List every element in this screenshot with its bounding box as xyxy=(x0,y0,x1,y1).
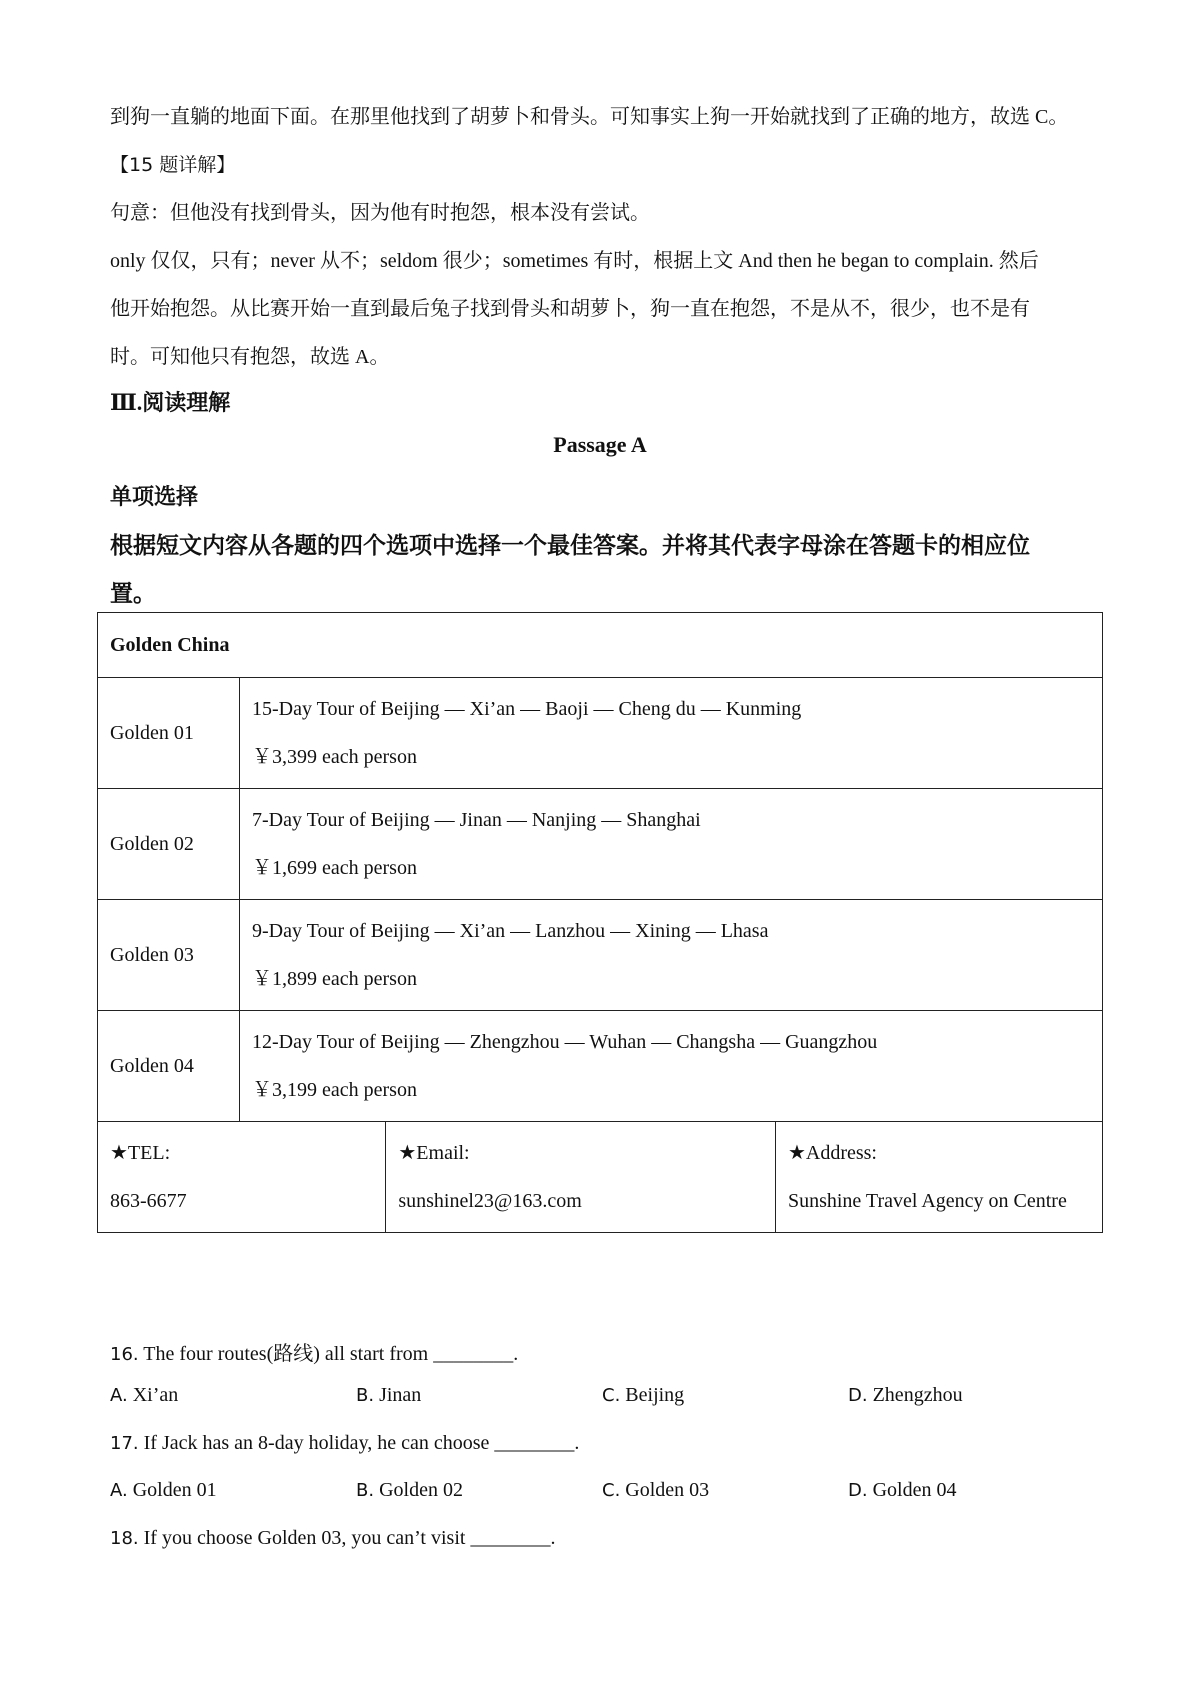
tour-price: ￥3,399 each person xyxy=(252,746,417,768)
tour-price: ￥3,199 each person xyxy=(252,1079,417,1101)
option-letter: D. xyxy=(848,1480,868,1501)
tour-code: Golden 02 xyxy=(98,789,240,900)
question-17 xyxy=(110,1432,579,1455)
option-letter: A. xyxy=(110,1385,128,1406)
tour-route: 12-Day Tour of Beijing — Zhengzhou — Wuhan — Changsha — Guangzhou xyxy=(252,1031,878,1053)
passage-title: Passage A xyxy=(553,432,647,457)
option-letter: D. xyxy=(848,1385,868,1406)
tour-code: Golden 04 xyxy=(98,1011,240,1122)
tour-detail xyxy=(240,789,1103,900)
instruction-line-1: 根据短文内容从各题的四个选项中选择一个最佳答案。并将其代表字母涂在答题卡的相应位 xyxy=(110,533,1030,558)
tour-price: ￥1,899 each person xyxy=(252,968,417,990)
table-header-row xyxy=(98,613,1103,678)
option-text: Jinan xyxy=(374,1384,422,1406)
question-text: If you choose Golden 03, you can’t visit ________. xyxy=(138,1527,556,1549)
option-text: Golden 02 xyxy=(374,1479,463,1501)
tour-table xyxy=(97,612,1103,1233)
question-15-meaning: 句意：但他没有找到骨头，因为他有时抱怨，根本没有尝试。 xyxy=(110,202,650,224)
option-text: Zhengzhou xyxy=(867,1384,963,1406)
tour-route: 15-Day Tour of Beijing — Xi’an — Baoji — Cheng du — Kunming xyxy=(252,698,802,720)
table-row xyxy=(98,900,1103,1011)
option-letter: B. xyxy=(356,1385,375,1406)
option-text: Xi’an xyxy=(127,1384,179,1406)
tour-route: 7-Day Tour of Beijing — Jinan — Nanjing — Shanghai xyxy=(252,809,701,831)
option-d[interactable] xyxy=(848,1384,963,1407)
question-text: The four routes(路线) all start from ________. xyxy=(138,1343,519,1365)
option-c[interactable] xyxy=(602,1384,684,1407)
contact-row xyxy=(98,1122,1103,1233)
option-text: Golden 04 xyxy=(867,1479,957,1501)
option-c[interactable] xyxy=(602,1479,709,1502)
address-cell xyxy=(775,1122,1102,1233)
tour-route: 9-Day Tour of Beijing — Xi’an — Lanzhou — Xining — Lhasa xyxy=(252,920,769,942)
section-title: Ⅲ.阅读理解 xyxy=(110,390,231,415)
question-15-explanation-line-1: only 仅仅，只有；never 从不；seldom 很少；sometimes 有时，根据上文 And then he began to complain. 然后 xyxy=(110,250,1039,272)
table-row xyxy=(98,789,1103,900)
tour-detail xyxy=(240,1011,1103,1122)
option-letter: C. xyxy=(602,1480,621,1501)
question-18 xyxy=(110,1527,555,1550)
question-number: 16. xyxy=(110,1344,139,1365)
question-15-header: 【15 题详解】 xyxy=(110,154,236,176)
option-text: Golden 03 xyxy=(620,1479,710,1501)
tel-value: 863-6677 xyxy=(110,1190,187,1212)
explanation-line: 到狗一直躺的地面下面。在那里他找到了胡萝卜和骨头。可知事实上狗一开始就找到了正确的地方，故选 C。 xyxy=(110,106,1069,128)
tour-detail xyxy=(240,678,1103,789)
question-16 xyxy=(110,1337,518,1366)
option-b[interactable] xyxy=(356,1384,421,1407)
tour-price: ￥1,699 each person xyxy=(252,857,417,879)
question-text: If Jack has an 8-day holiday, he can choose ________. xyxy=(138,1432,580,1454)
address-value: Sunshine Travel Agency on Centre xyxy=(787,1190,1067,1212)
option-a[interactable] xyxy=(110,1384,178,1407)
email-cell xyxy=(386,1122,776,1233)
section-subtitle: 单项选择 xyxy=(110,484,199,509)
option-a[interactable] xyxy=(110,1479,217,1502)
option-text: Golden 01 xyxy=(127,1479,217,1501)
option-d[interactable] xyxy=(848,1479,956,1502)
question-15-explanation-line-2: 他开始抱怨。从比赛开始一直到最后兔子找到骨头和胡萝卜，狗一直在抱怨，不是从不，很少，也不是有 xyxy=(110,298,1030,320)
tel-label: ★TEL: xyxy=(110,1142,171,1164)
instruction-line-2: 置。 xyxy=(110,581,156,606)
email-label: ★Email: xyxy=(398,1142,470,1164)
question-15-explanation-line-3: 时。可知他只有抱怨，故选 A。 xyxy=(110,346,390,368)
question-number: 18. xyxy=(110,1528,139,1549)
question-number: 17. xyxy=(110,1433,139,1454)
option-letter: B. xyxy=(356,1480,375,1501)
tel-cell xyxy=(98,1122,386,1233)
option-b[interactable] xyxy=(356,1479,463,1502)
tour-code: Golden 03 xyxy=(98,900,240,1011)
option-text: Beijing xyxy=(620,1384,685,1406)
email-value: sunshinel23@163.com xyxy=(398,1190,582,1212)
table-header: Golden China xyxy=(98,613,1103,678)
address-label: ★Address: xyxy=(787,1142,877,1164)
table-row xyxy=(98,1011,1103,1122)
tour-detail xyxy=(240,900,1103,1011)
option-letter: C. xyxy=(602,1385,621,1406)
option-letter: A. xyxy=(110,1480,128,1501)
table-row xyxy=(98,678,1103,789)
tour-code: Golden 01 xyxy=(98,678,240,789)
